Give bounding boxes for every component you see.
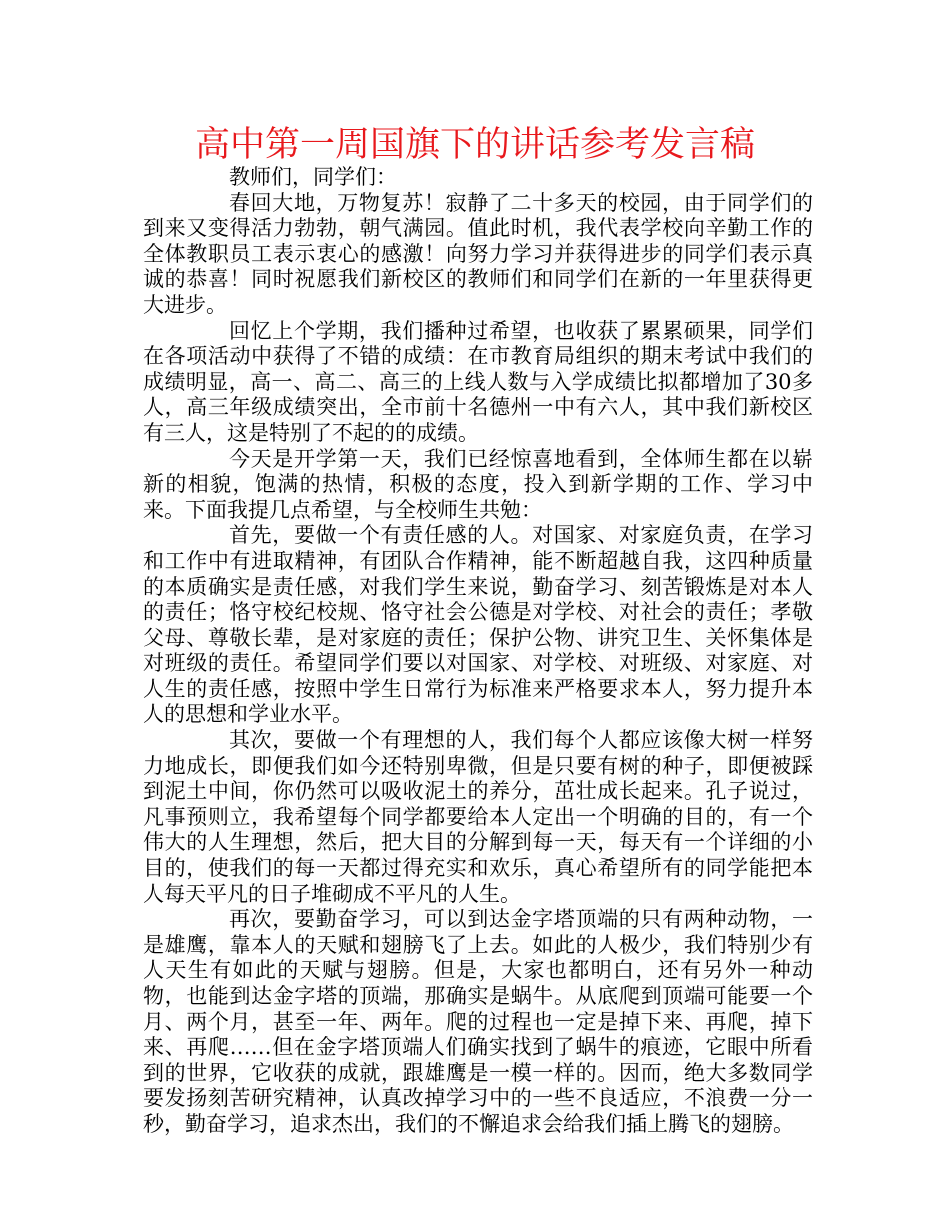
paragraph-2: 回忆上个学期，我们播种过希望，也收获了累累硕果，同学们在各项活动中获得了不错的成绩：在市教育局组织的期末考试中我们的成绩明显，高一、高二、高三的上线人数与入学成绩比拟都增加了30多人，高三年级成绩突出，全市前十名德州一中有六人，其中我们新校区有三人，这是特别了不起的的成绩。 [143,318,813,445]
paragraph-3: 今天是开学第一天，我们已经惊喜地看到，全体师生都在以崭新的相貌，饱满的热情，积极的态度，投入到新学期的工作、学习中来。下面我提几点希望，与全校师生共勉： [143,446,813,522]
paragraph-6: 再次，要勤奋学习，可以到达金字塔顶端的只有两种动物，一是雄鹰，靠本人的天赋和翅膀飞了上去。如此的人极少，我们特别少有人天生有如此的天赋与翅膀。但是，大家也都明白，还有另外一种动物，也能到达金字塔的顶端，那确实是蜗牛。从底爬到顶端可能要一个月、两个月，甚至一年、两年。爬的过程也一定是掉下来、再爬，掉下来、再爬……但在金字塔顶端人们确实找到了蜗牛的痕迹，它眼中所看到的世界，它收获的成就，跟雄鹰是一模一样的。因而，绝大多数同学要发扬刻苦研究精神，认真改掉学习中的一些不良适应，不浪费一分一秒，勤奋学习，追求杰出，我们的不懈追求会给我们插上腾飞的翅膀。 [143,907,813,1136]
paragraph-4: 首先，要做一个有责任感的人。对国家、对家庭负责，在学习和工作中有进取精神，有团队合作精神，能不断超越自我，这四种质量的本质确实是责任感，对我们学生来说，勤奋学习、刻苦锻炼是对本人的责任；恪守校纪校规、恪守社会公德是对学校、对社会的责任；孝敬父母、尊敬长辈，是对家庭的责任；保护公物、讲究卫生、关怀集体是对班级的责任。希望同学们要以对国家、对学校、对班级、对家庭、对人生的责任感，按照中学生日常行为标准来严格要求本人，努力提升本人的思想和学业水平。 [143,523,813,727]
document-body [143,165,813,1138]
paragraph-1: 春回大地，万物复苏！寂静了二十多天的校园，由于同学们的到来又变得活力勃勃，朝气满园。值此时机，我代表学校向辛勤工作的全体教职员工表示衷心的感激！向努力学习并获得进步的同学们表示真诚的恭喜！同时祝愿我们新校区的教师们和同学们在新的一年里获得更大进步。 [143,190,813,317]
paragraph-5: 其次，要做一个有理想的人，我们每个人都应该像大树一样努力地成长，即便我们如今还特别卑微，但是只要有树的种子，即便被踩到泥土中间，你仍然可以吸收泥土的养分，茁壮成长起来。孔子说过，凡事预则立，我希望每个同学都要给本人定出一个明确的目的，有一个伟大的人生理想，然后，把大目的分解到每一天，每天有一个详细的小目的，使我们的每一天都过得充实和欢乐，真心希望所有的同学能把本人每天平凡的日子堆砌成不平凡的人生。 [143,728,813,906]
document-title: 高中第一周国旗下的讲话参考发言稿 [194,125,755,165]
salutation: 教师们，同学们： [229,165,397,189]
